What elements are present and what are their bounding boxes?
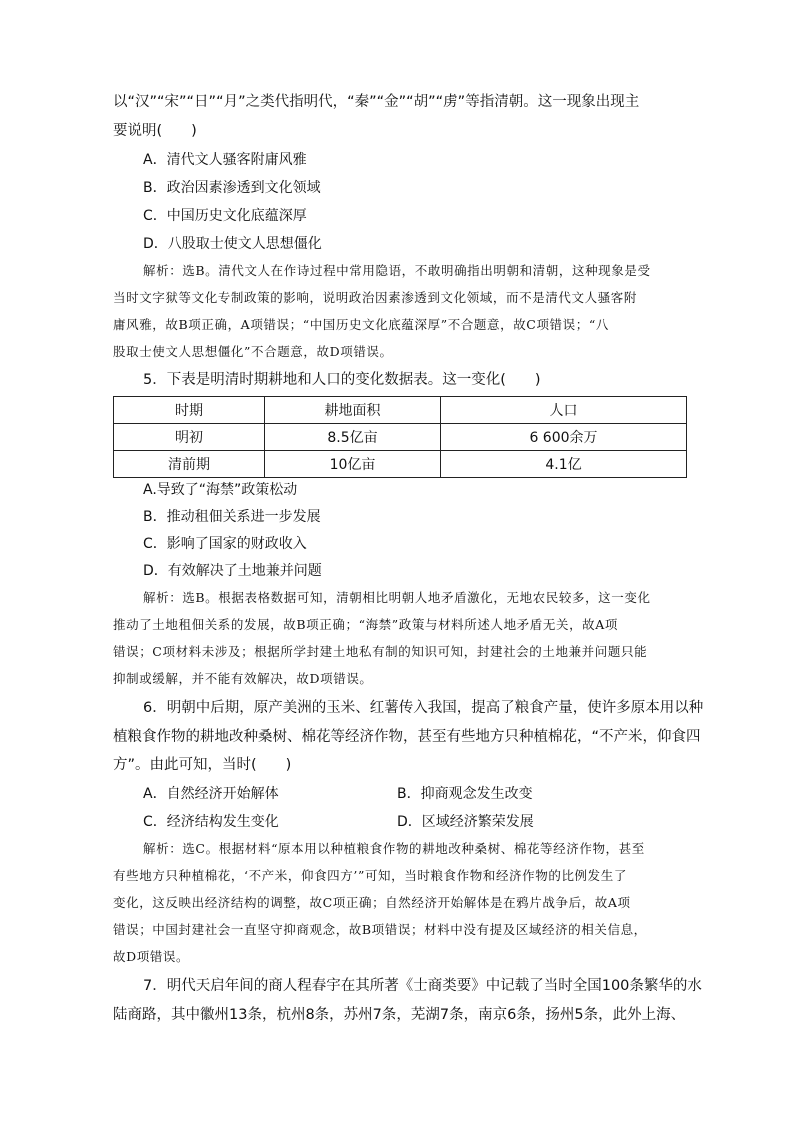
q5-explanation-line-1: 解析：选B。根据表格数据可知，清朝相比明朝人地矛盾激化，无地农民较多，这一变化 — [143, 590, 651, 605]
q6-explanation-line-1: 解析：选C。根据材料“原本用以种植粮食作物的耕地改种桑树、棉花等经济作物，甚至 — [143, 841, 645, 856]
q6-option-b: B．抑商观念发生改变 — [397, 786, 533, 802]
q4-option-b: B．政治因素渗透到文化领域 — [143, 180, 321, 196]
table-row — [114, 424, 687, 451]
table-cell: 10亿亩 — [265, 451, 441, 478]
table-row — [114, 451, 687, 478]
q4-option-a: A．清代文人骚客附庸风雅 — [143, 152, 307, 168]
table-cell: 8.5亿亩 — [265, 424, 441, 451]
q5-explanation-line-4: 抑制或缓解，并不能有效解决，故D项错误。 — [113, 671, 373, 686]
q7-stem-line-2: 陆商路，其中徽州13条，杭州8条，苏州7条，芜湖7条，南京6条，扬州5条，此外上海、 — [113, 1007, 686, 1023]
table-header-cell: 时期 — [114, 397, 265, 424]
table-cell: 4.1亿 — [441, 451, 687, 478]
q5-option-b: B．推动租佃关系进一步发展 — [143, 509, 321, 525]
q6-explanation-line-3: 变化，这反映出经济结构的调整，故C项正确；自然经济开始解体是在鸦片战争后，故A项 — [113, 895, 631, 910]
table-header-row — [114, 397, 687, 424]
q7-stem-line-1: 7．明代天启年间的商人程春宇在其所著《士商类要》中记载了当时全国100条繁华的水 — [143, 978, 702, 994]
q6-option-c: C．经济结构发生变化 — [143, 814, 279, 830]
q6-explanation-line-4: 错误；中国封建社会一直坚守抑商观念，故B项错误；材料中没有提及区域经济的相关信息， — [113, 922, 647, 937]
q4-explanation-line-2: 当时文字狱等文化专制政策的影响，说明政治因素渗透到文化领域，而不是清代文人骚客附 — [113, 290, 638, 305]
q4-stem-line-1: 以“汉”“宋”“日”“月”之类代指明代，“秦”“金”“胡”“虏”等指清朝。这一现象出现主 — [113, 94, 640, 110]
q6-stem-line-1: 6．明朝中后期，原产美洲的玉米、红薯传入我国，提高了粮食产量，使许多原本用以种 — [143, 700, 704, 716]
q6-explanation-line-5: 故D项错误。 — [113, 949, 190, 964]
q5-explanation-line-2: 推动了土地租佃关系的发展，故B项正确；“海禁”政策与材料所述人地矛盾无关，故A项 — [113, 617, 618, 632]
q4-explanation-line-4: 股取士使文人思想僵化”不合题意，故D项错误。 — [113, 344, 393, 359]
table-cell: 清前期 — [114, 451, 265, 478]
q5-option-c: C．影响了国家的财政收入 — [143, 536, 307, 552]
q4-stem-line-2: 要说明( ) — [113, 123, 197, 139]
q5-option-d: D．有效解决了土地兼并问题 — [143, 563, 322, 579]
q5-option-a: A.导致了“海禁”政策松动 — [143, 482, 298, 498]
q6-stem-line-2: 植粮食作物的耕地改种桑树、棉花等经济作物，甚至有些地方只种植棉花，“不产米，仰食四 — [113, 729, 701, 745]
table-cell: 明初 — [114, 424, 265, 451]
q6-explanation-line-2: 有些地方只种植棉花，‘不产米，仰食四方’”可知，当时粮食作物和经济作物的比例发生了 — [113, 868, 627, 883]
table-header-cell: 人口 — [441, 397, 687, 424]
q5-data-table — [113, 396, 687, 478]
q4-explanation-line-3: 庸风雅，故B项正确，A项错误；“中国历史文化底蕴深厚”不合题意，故C项错误；“八 — [113, 317, 609, 332]
q4-option-d: D．八股取士使文人思想僵化 — [143, 236, 322, 252]
q5-stem: 5．下表是明清时期耕地和人口的变化数据表。这一变化( ) — [143, 372, 541, 388]
table-header-cell: 耕地面积 — [265, 397, 441, 424]
q6-option-d: D．区域经济繁荣发展 — [397, 814, 534, 830]
table-cell: 6 600余万 — [441, 424, 687, 451]
q4-explanation-line-1: 解析：选B。清代文人在作诗过程中常用隐语，不敢明确指出明朝和清朝，这种现象是受 — [143, 263, 651, 278]
q4-option-c: C．中国历史文化底蕴深厚 — [143, 208, 307, 224]
q6-stem-line-3: 方”。由此可知，当时( ) — [113, 757, 292, 773]
q6-option-a: A．自然经济开始解体 — [143, 786, 279, 802]
q5-explanation-line-3: 错误；C项材料未涉及；根据所学封建土地私有制的知识可知，封建社会的土地兼并问题只能 — [113, 644, 648, 659]
